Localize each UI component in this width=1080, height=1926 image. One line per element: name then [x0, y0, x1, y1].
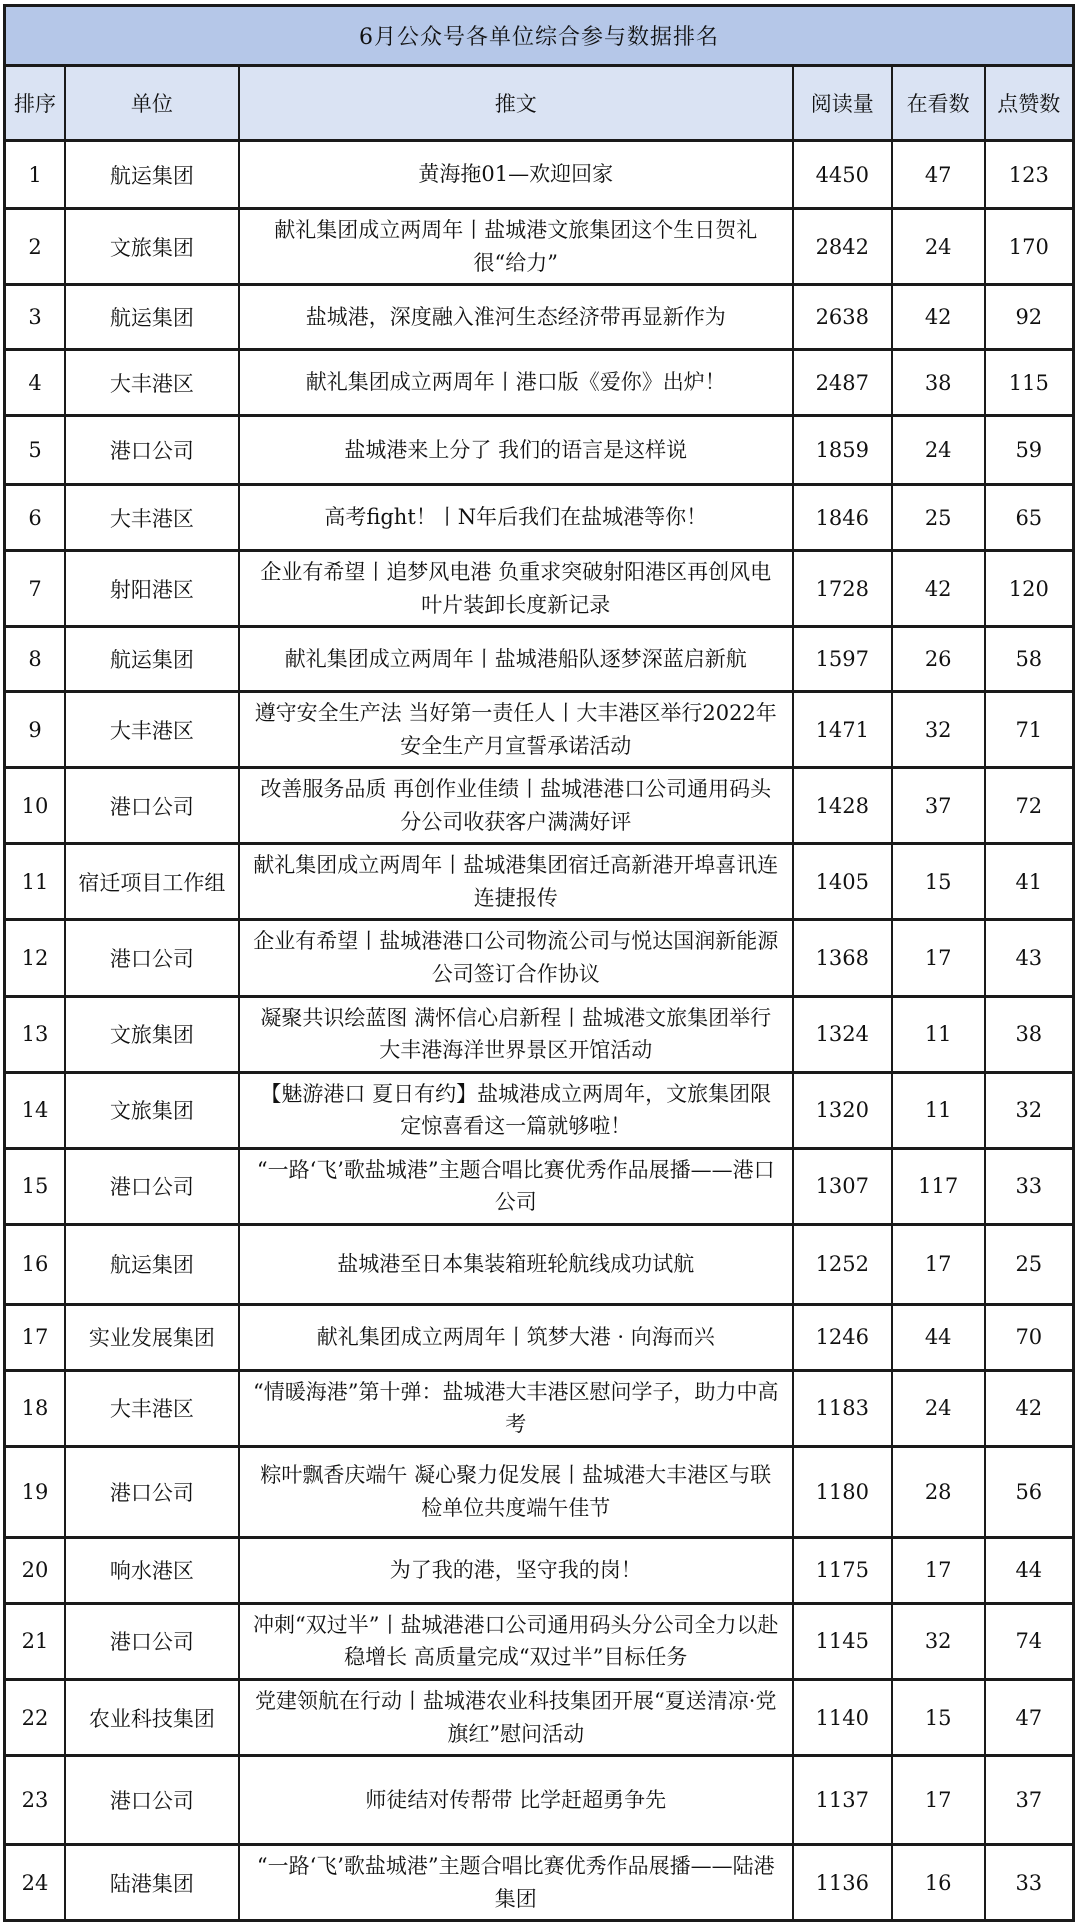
likes-cell: 115	[985, 350, 1074, 416]
likes-cell: 47	[985, 1680, 1074, 1756]
table-row	[5, 416, 1074, 485]
rank-cell: 3	[5, 285, 66, 350]
post-cell: 献礼集团成立两周年丨筑梦大港 · 向海而兴	[239, 1304, 793, 1370]
rank-cell: 17	[5, 1304, 66, 1370]
rank-cell: 23	[5, 1756, 66, 1845]
rank-cell: 15	[5, 1148, 66, 1224]
watching-cell: 28	[892, 1446, 985, 1537]
watching-cell: 42	[892, 285, 985, 350]
watching-cell: 17	[892, 1537, 985, 1603]
table-row	[5, 285, 1074, 350]
unit-cell: 陆港集团	[65, 1845, 239, 1921]
reads-cell: 1324	[793, 996, 892, 1072]
watching-cell: 32	[892, 692, 985, 768]
likes-cell: 74	[985, 1603, 1074, 1679]
post-cell: 献礼集团成立两周年丨盐城港船队逐梦深蓝启新航	[239, 627, 793, 692]
rank-cell: 16	[5, 1224, 66, 1304]
likes-cell: 33	[985, 1845, 1074, 1921]
rank-cell: 10	[5, 768, 66, 844]
unit-cell: 大丰港区	[65, 1370, 239, 1446]
reads-cell: 1140	[793, 1680, 892, 1756]
post-cell: “情暖海港”第十弹：盐城港大丰港区慰问学子，助力中高考	[239, 1370, 793, 1446]
likes-cell: 33	[985, 1148, 1074, 1224]
watching-cell: 24	[892, 1370, 985, 1446]
watching-cell: 26	[892, 627, 985, 692]
rank-cell: 4	[5, 350, 66, 416]
reads-cell: 1175	[793, 1537, 892, 1603]
table-row	[5, 551, 1074, 627]
unit-cell: 宿迁项目工作组	[65, 844, 239, 920]
post-cell: 粽叶飘香庆端午 凝心聚力促发展丨盐城港大丰港区与联检单位共度端午佳节	[239, 1446, 793, 1537]
unit-cell: 港口公司	[65, 920, 239, 996]
watching-cell: 15	[892, 1680, 985, 1756]
post-cell: 党建领航在行动丨盐城港农业科技集团开展“夏送清凉·党旗红”慰问活动	[239, 1680, 793, 1756]
unit-cell: 港口公司	[65, 416, 239, 485]
table-title: 6月公众号各单位综合参与数据排名	[5, 6, 1074, 66]
watching-cell: 32	[892, 1603, 985, 1679]
watching-cell: 24	[892, 209, 985, 285]
reads-cell: 1252	[793, 1224, 892, 1304]
rank-cell: 22	[5, 1680, 66, 1756]
rank-cell: 8	[5, 627, 66, 692]
post-cell: 盐城港，深度融入淮河生态经济带再显新作为	[239, 285, 793, 350]
post-cell: 冲刺“双过半”丨盐城港港口公司通用码头分公司全力以赴稳增长 高质量完成“双过半”目标任务	[239, 1603, 793, 1679]
reads-cell: 1307	[793, 1148, 892, 1224]
reads-cell: 1428	[793, 768, 892, 844]
table-row	[5, 844, 1074, 920]
rank-cell: 12	[5, 920, 66, 996]
watching-cell: 11	[892, 1072, 985, 1148]
table-row	[5, 1446, 1074, 1537]
likes-cell: 44	[985, 1537, 1074, 1603]
watching-cell: 24	[892, 416, 985, 485]
table-row	[5, 1756, 1074, 1845]
col-header-likes: 点赞数	[985, 66, 1074, 141]
post-cell: “一路‘飞’歌盐城港”主题合唱比赛优秀作品展播——陆港集团	[239, 1845, 793, 1921]
likes-cell: 59	[985, 416, 1074, 485]
post-cell: 献礼集团成立两周年丨盐城港集团宿迁高新港开埠喜讯连连捷报传	[239, 844, 793, 920]
reads-cell: 1180	[793, 1446, 892, 1537]
header-row	[5, 66, 1074, 141]
likes-cell: 37	[985, 1756, 1074, 1845]
rank-cell: 13	[5, 996, 66, 1072]
likes-cell: 170	[985, 209, 1074, 285]
title-row	[5, 6, 1074, 66]
likes-cell: 42	[985, 1370, 1074, 1446]
col-header-unit: 单位	[65, 66, 239, 141]
reads-cell: 2638	[793, 285, 892, 350]
reads-cell: 4450	[793, 141, 892, 209]
post-cell: 为了我的港，坚守我的岗！	[239, 1537, 793, 1603]
unit-cell: 农业科技集团	[65, 1680, 239, 1756]
reads-cell: 1246	[793, 1304, 892, 1370]
watching-cell: 15	[892, 844, 985, 920]
col-header-reads: 阅读量	[793, 66, 892, 141]
table-row	[5, 1603, 1074, 1679]
unit-cell: 港口公司	[65, 768, 239, 844]
ranking-table	[3, 4, 1075, 1922]
post-cell: 企业有希望丨盐城港港口公司物流公司与悦达国润新能源公司签订合作协议	[239, 920, 793, 996]
table-row	[5, 768, 1074, 844]
table-row	[5, 350, 1074, 416]
watching-cell: 37	[892, 768, 985, 844]
post-cell: 【魅游港口 夏日有约】盐城港成立两周年，文旅集团限定惊喜看这一篇就够啦！	[239, 1072, 793, 1148]
unit-cell: 文旅集团	[65, 996, 239, 1072]
rank-cell: 24	[5, 1845, 66, 1921]
unit-cell: 文旅集团	[65, 1072, 239, 1148]
table-row	[5, 1148, 1074, 1224]
likes-cell: 38	[985, 996, 1074, 1072]
watching-cell: 17	[892, 920, 985, 996]
likes-cell: 72	[985, 768, 1074, 844]
likes-cell: 71	[985, 692, 1074, 768]
reads-cell: 1136	[793, 1845, 892, 1921]
unit-cell: 港口公司	[65, 1756, 239, 1845]
watching-cell: 117	[892, 1148, 985, 1224]
table-row	[5, 920, 1074, 996]
reads-cell: 2842	[793, 209, 892, 285]
unit-cell: 航运集团	[65, 627, 239, 692]
likes-cell: 41	[985, 844, 1074, 920]
col-header-watching: 在看数	[892, 66, 985, 141]
rank-cell: 18	[5, 1370, 66, 1446]
rank-cell: 9	[5, 692, 66, 768]
post-cell: 凝聚共识绘蓝图 满怀信心启新程丨盐城港文旅集团举行大丰港海洋世界景区开馆活动	[239, 996, 793, 1072]
rank-cell: 2	[5, 209, 66, 285]
unit-cell: 实业发展集团	[65, 1304, 239, 1370]
table-row	[5, 996, 1074, 1072]
reads-cell: 1728	[793, 551, 892, 627]
likes-cell: 120	[985, 551, 1074, 627]
rank-cell: 14	[5, 1072, 66, 1148]
post-cell: 师徒结对传帮带 比学赶超勇争先	[239, 1756, 793, 1845]
watching-cell: 25	[892, 485, 985, 551]
reads-cell: 1859	[793, 416, 892, 485]
watching-cell: 17	[892, 1756, 985, 1845]
table-row	[5, 1537, 1074, 1603]
post-cell: 黄海拖01—欢迎回家	[239, 141, 793, 209]
reads-cell: 1405	[793, 844, 892, 920]
post-cell: 改善服务品质 再创作业佳绩丨盐城港港口公司通用码头分公司收获客户满满好评	[239, 768, 793, 844]
watching-cell: 16	[892, 1845, 985, 1921]
col-header-post: 推文	[239, 66, 793, 141]
rank-cell: 21	[5, 1603, 66, 1679]
unit-cell: 航运集团	[65, 1224, 239, 1304]
watching-cell: 42	[892, 551, 985, 627]
table-row	[5, 1304, 1074, 1370]
post-cell: 盐城港来上分了 我们的语言是这样说	[239, 416, 793, 485]
watching-cell: 17	[892, 1224, 985, 1304]
col-header-rank: 排序	[5, 66, 66, 141]
rank-cell: 5	[5, 416, 66, 485]
table-row	[5, 1845, 1074, 1921]
unit-cell: 射阳港区	[65, 551, 239, 627]
table-row	[5, 692, 1074, 768]
unit-cell: 港口公司	[65, 1148, 239, 1224]
likes-cell: 32	[985, 1072, 1074, 1148]
table-row	[5, 627, 1074, 692]
unit-cell: 航运集团	[65, 285, 239, 350]
unit-cell: 港口公司	[65, 1446, 239, 1537]
reads-cell: 1183	[793, 1370, 892, 1446]
watching-cell: 11	[892, 996, 985, 1072]
table-row	[5, 141, 1074, 209]
table-row	[5, 1680, 1074, 1756]
reads-cell: 1368	[793, 920, 892, 996]
post-cell: 献礼集团成立两周年丨盐城港文旅集团这个生日贺礼很“给力”	[239, 209, 793, 285]
table-row	[5, 1072, 1074, 1148]
rank-cell: 1	[5, 141, 66, 209]
reads-cell: 1320	[793, 1072, 892, 1148]
rank-cell: 20	[5, 1537, 66, 1603]
watching-cell: 38	[892, 350, 985, 416]
unit-cell: 航运集团	[65, 141, 239, 209]
post-cell: 遵守安全生产法 当好第一责任人丨大丰港区举行2022年安全生产月宣誓承诺活动	[239, 692, 793, 768]
likes-cell: 92	[985, 285, 1074, 350]
table-row	[5, 209, 1074, 285]
table-row	[5, 485, 1074, 551]
unit-cell: 大丰港区	[65, 485, 239, 551]
likes-cell: 43	[985, 920, 1074, 996]
reads-cell: 1597	[793, 627, 892, 692]
reads-cell: 2487	[793, 350, 892, 416]
post-cell: 高考fight！丨N年后我们在盐城港等你！	[239, 485, 793, 551]
likes-cell: 123	[985, 141, 1074, 209]
rank-cell: 11	[5, 844, 66, 920]
post-cell: 企业有希望丨追梦风电港 负重求突破射阳港区再创风电叶片装卸长度新记录	[239, 551, 793, 627]
unit-cell: 大丰港区	[65, 692, 239, 768]
reads-cell: 1137	[793, 1756, 892, 1845]
table-row	[5, 1370, 1074, 1446]
unit-cell: 港口公司	[65, 1603, 239, 1679]
unit-cell: 大丰港区	[65, 350, 239, 416]
unit-cell: 文旅集团	[65, 209, 239, 285]
rank-cell: 6	[5, 485, 66, 551]
likes-cell: 70	[985, 1304, 1074, 1370]
watching-cell: 44	[892, 1304, 985, 1370]
rank-cell: 19	[5, 1446, 66, 1537]
reads-cell: 1471	[793, 692, 892, 768]
post-cell: 盐城港至日本集装箱班轮航线成功试航	[239, 1224, 793, 1304]
likes-cell: 65	[985, 485, 1074, 551]
reads-cell: 1145	[793, 1603, 892, 1679]
likes-cell: 58	[985, 627, 1074, 692]
post-cell: “一路‘飞’歌盐城港”主题合唱比赛优秀作品展播——港口公司	[239, 1148, 793, 1224]
table-row	[5, 1224, 1074, 1304]
reads-cell: 1846	[793, 485, 892, 551]
likes-cell: 25	[985, 1224, 1074, 1304]
post-cell: 献礼集团成立两周年丨港口版《爱你》出炉！	[239, 350, 793, 416]
rank-cell: 7	[5, 551, 66, 627]
likes-cell: 56	[985, 1446, 1074, 1537]
unit-cell: 响水港区	[65, 1537, 239, 1603]
watching-cell: 47	[892, 141, 985, 209]
